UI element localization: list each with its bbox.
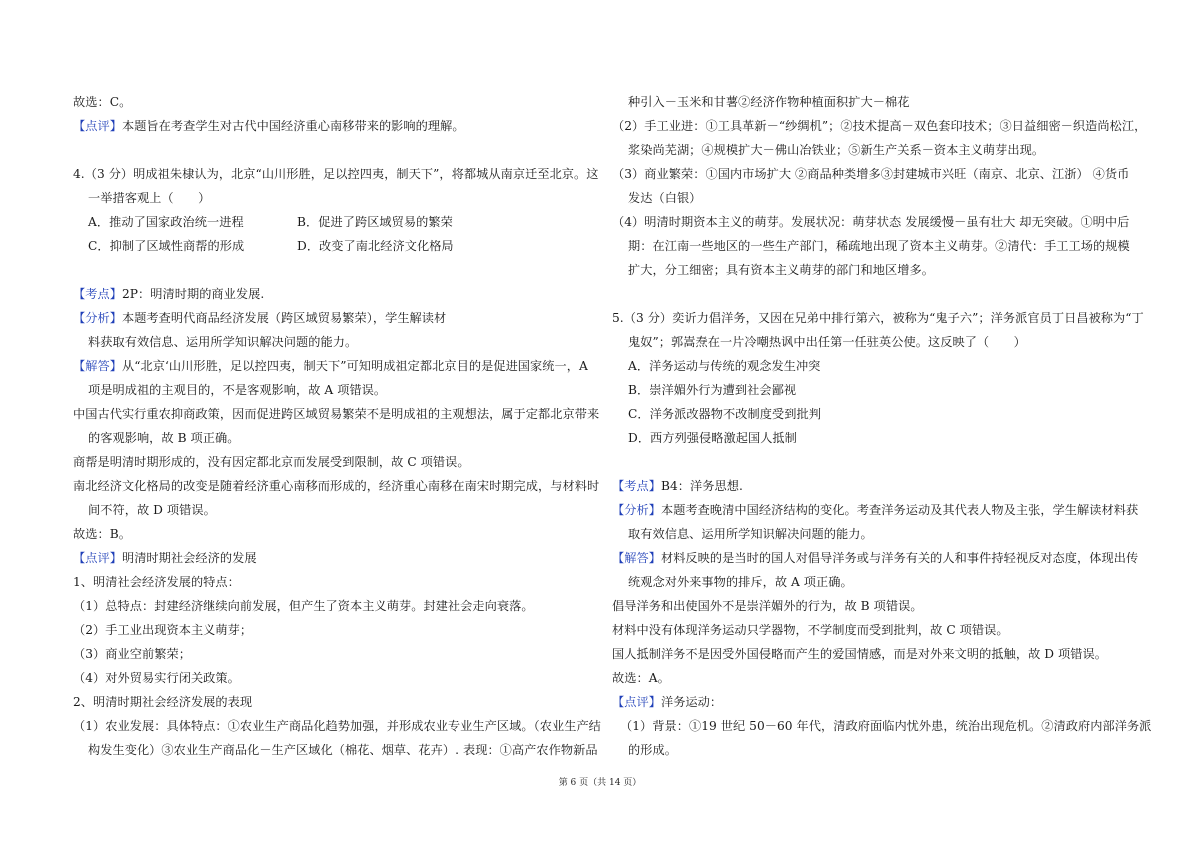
text-line: 材料中没有体现洋务运动只学器物，不学制度而受到批判，故 C 项错误。 [612,623,1009,637]
option-a: A．推动了国家政治统一进程 [88,215,244,229]
text-line: 的形成。 [628,743,677,757]
text-line: 2、明清时期社会经济发展的表现 [73,695,253,709]
text-line: 扩大，分工细密；具有资本主义萌芽的部门和地区增多。 [628,263,934,277]
text-line: 【解答】材料反映的是当时的国人对倡导洋务或与洋务有关的人和事件持轻视反对态度，体现出传 [612,551,1139,565]
option-b: B．崇洋媚外行为遭到社会鄙视 [628,383,797,397]
option-c: C．抑制了区域性商帮的形成 [88,239,245,253]
text-line: 南北经济文化格局的改变是随着经济重心南移而形成的，经济重心南移在南宋时期完成，与材料时 [73,479,600,493]
text-line: 一举措客观上（ ） [88,191,211,205]
option-a: A．洋务运动与传统的观念发生冲突 [628,359,821,373]
text-line: （3）商业繁荣：①国内市场扩大 ②商品种类增多③封建城市兴旺（南京、北京、江浙） ④货币 [612,167,1130,181]
text-line: 发达（白银） [628,191,702,205]
text-line: 故选：C。 [73,95,132,109]
question-5-stem: 5.（3 分）奕䜣力倡洋务，又因在兄弟中排行第六，被称为“鬼子六”；洋务派官员丁日昌被称为“丁 [612,311,1144,325]
text-line: 的客观影响，故 B 项正确。 [88,431,240,445]
option-b: B．促进了跨区域贸易的繁荣 [297,215,453,229]
text-line: 【考点】B4：洋务思想. [612,479,743,493]
text-line: （4）对外贸易实行闭关政策。 [73,671,240,685]
text-line: 【分析】本题考查明代商品经济发展（跨区域贸易繁荣），学生解读材 [73,311,447,325]
text-line: 取有效信息、运用所学知识解决问题的能力。 [628,527,873,541]
text-line: 故选：B。 [73,527,131,541]
text-line: 倡导洋务和出使国外不是崇洋媚外的行为，故 B 项错误。 [612,599,923,613]
text-line: （3）商业空前繁荣； [73,647,191,661]
text-line: 项是明成祖的主观目的，不是客观影响，故 A 项错误。 [88,383,387,397]
text-line: 构发生变化）③农业生产商品化－生产区域化（棉花、烟草、花卉）. 表现：①高产农作物新品 [88,743,598,757]
text-line: 【点评】洋务运动： [612,695,723,709]
text-line: 【考点】2P：明清时期的商业发展. [73,287,265,301]
text-line: 浆染尚芜湖；④规模扩大－佛山冶铁业；⑤新生产关系－资本主义萌芽出现。 [628,143,1045,157]
text-line: 故选：A。 [612,671,670,685]
text-line: （2）手工业出现资本主义萌芽； [73,623,253,637]
text-line: 【解答】从“北京‘山川形胜，足以控四夷，制天下”可知明成祖定都北京目的是促进国家统一，A [73,359,588,373]
option-d: D．西方列强侵略激起国人抵制 [628,431,797,445]
text-line: 【点评】明清时期社会经济的发展 [73,551,257,565]
text-line: （2）手工业进：①工具革新－“纱绸机”；②技术提高－双色套印技术；③日益细密－织造尚松江， [612,119,1147,133]
text-line: （1）总特点：封建经济继续向前发展，但产生了资本主义萌芽。封建社会走向衰落。 [73,599,534,613]
text-line: 期：在江南一些地区的一些生产部门，稀疏地出现了资本主义萌芽。②清代：手工工场的规模 [628,239,1130,253]
text-line: 间不符，故 D 项错误。 [88,503,216,517]
text-line: 【分析】本题考查晚清中国经济结构的变化。考查洋务运动及其代表人物及主张，学生解读材料获 [612,503,1139,517]
text-line: 【点评】本题旨在考查学生对古代中国经济重心南移带来的影响的理解。 [73,119,465,133]
text-line: 中国古代实行重农抑商政策，因而促进跨区域贸易繁荣不是明成祖的主观想法，属于定都北京带来 [73,407,600,421]
text-line: 商帮是明清时期形成的，没有因定都北京而发展受到限制，故 C 项错误。 [73,455,470,469]
text-line: 统观念对外来事物的排斥，故 A 项正确。 [628,575,853,589]
text-line: （4）明清时期资本主义的萌芽。发展状况：萌芽状态 发展缓慢－虽有壮大 却无突破。①明中后 [612,215,1130,229]
question-4-stem: 4.（3 分）明成祖朱棣认为，北京“山川形胜，足以控四夷，制天下”，将都城从南京迁至北京。这 [73,167,599,181]
page-number: 第 6 页（共 14 页） [558,778,642,788]
text-line: 料获取有效信息、运用所学知识解决问题的能力。 [88,335,358,349]
text-line: 1、明清社会经济发展的特点： [73,575,240,589]
text-line: （1）背景：①19 世纪 50－60 年代，清政府面临内忧外患，统治出现危机。②清政府内部洋务派 [620,719,1152,733]
text-line: 种引入－玉米和甘薯②经济作物种植面积扩大－棉花 [628,95,910,109]
option-c: C．洋务派改器物不改制度受到批判 [628,407,821,421]
text-line: （1）农业发展：具体特点：①农业生产商品化趋势加强，并形成农业专业生产区域。（农业生产结 [73,719,601,733]
text-line: 鬼奴”；郭嵩焘在一片冷嘲热讽中出任第一任驻英公使。这反映了（ ） [628,335,1026,349]
text-line: 国人抵制洋务不是因受外国侵略而产生的爱国情感，而是对外来文明的抵触，故 D 项错误。 [612,647,1107,661]
option-d: D．改变了南北经济文化格局 [297,239,454,253]
